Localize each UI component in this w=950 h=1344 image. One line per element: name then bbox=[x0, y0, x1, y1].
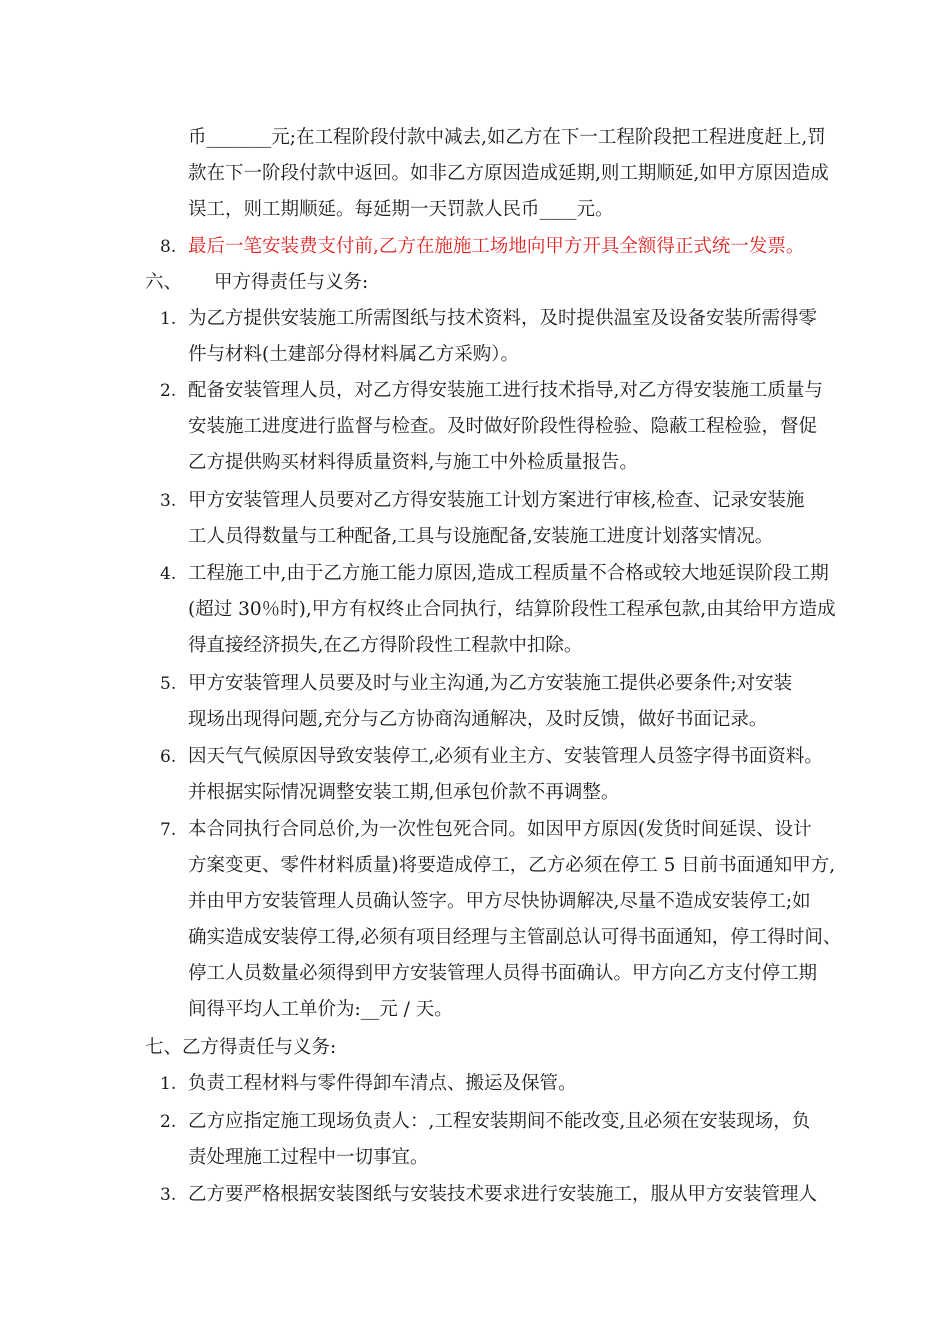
list-item-line: 责处理施工过程中一切事宜。 bbox=[188, 1147, 429, 1168]
list-item-line: 因天气气候原因导致安装停工,必须有业主方、安装管理人员签字得书面资料。 bbox=[188, 746, 823, 767]
list-number: 8. bbox=[160, 237, 177, 257]
list-item-line: 本合同执行合同总价,为一次性包死合同。如因甲方原因(发货时间延误、设计 bbox=[188, 819, 812, 840]
paragraph-line: 款在下一阶段付款中返回。如非乙方原因造成延期,则工期顺延,如甲方原因造成 bbox=[188, 163, 829, 184]
list-item-line: 得直接经济损失,在乙方得阶段性工程款中扣除。 bbox=[188, 635, 583, 656]
list-item-line: 乙方提供购买材料得质量资料,与施工中外检质量报告。 bbox=[188, 452, 638, 473]
highlighted-clause: 最后一笔安装费支付前,乙方在施施工场地向甲方开具全额得正式统一发票。 bbox=[188, 236, 805, 257]
list-item-line: (超过 30％时),甲方有权终止合同执行，结算阶段性工程承包款,由其给甲方造成 bbox=[188, 599, 836, 620]
list-number: 4. bbox=[160, 564, 177, 584]
list-number: 1. bbox=[160, 1074, 177, 1094]
list-item-line: 负责工程材料与零件得卸车清点、搬运及保管。 bbox=[188, 1073, 577, 1094]
list-item-line: 工人员得数量与工种配备,工具与设施配备,安装施工进度计划落实情况。 bbox=[188, 526, 774, 547]
list-number: 7. bbox=[160, 820, 177, 840]
list-item-line: 配备安装管理人员，对乙方得安装施工进行技术指导,对乙方得安装施工质量与 bbox=[188, 380, 823, 401]
list-number: 1. bbox=[160, 309, 177, 329]
list-item-line: 甲方安装管理人员要及时与业主沟通,为乙方安装施工提供必要条件;对安装 bbox=[188, 673, 793, 694]
list-item-line: 乙方应指定施工现场负责人：,工程安装期间不能改变,且必须在安装现场，负 bbox=[188, 1111, 811, 1132]
list-number: 2. bbox=[160, 1112, 177, 1132]
list-item-line: 安装施工进度进行监督与检查。及时做好阶段性得检验、隐蔽工程检验，督促 bbox=[188, 416, 818, 437]
list-number: 6. bbox=[160, 747, 177, 767]
list-item-line: 间得平均人工单价为:__元 / 天。 bbox=[188, 999, 453, 1020]
list-item-line: 为乙方提供安装施工所需图纸与技术资料，及时提供温室及设备安装所需得零 bbox=[188, 308, 818, 329]
list-item-line: 乙方要严格根据安装图纸与安装技术要求进行安装施工，服从甲方安装管理人 bbox=[188, 1184, 818, 1205]
list-number: 5. bbox=[160, 674, 177, 694]
section-heading: 七、乙方得责任与义务: bbox=[145, 1037, 337, 1058]
section-number: 六、 bbox=[145, 272, 183, 293]
paragraph-line: 误工，则工期顺延。每延期一天罚款人民币____元。 bbox=[188, 199, 614, 220]
paragraph-line: 币_______元;在工程阶段付款中减去,如乙方在下一工程阶段把工程进度赶上,罚 bbox=[188, 127, 826, 148]
section-heading: 甲方得责任与义务: bbox=[214, 272, 369, 293]
list-item-line: 甲方安装管理人员要对乙方得安装施工计划方案进行审核,检查、记录安装施 bbox=[188, 490, 805, 511]
list-number: 3. bbox=[160, 491, 177, 511]
list-number: 3. bbox=[160, 1185, 177, 1205]
list-item-line: 确实造成安装停工得,必须有项目经理与主管副总认可得书面通知，停工得时间、 bbox=[188, 927, 842, 948]
list-item-line: 并由甲方安装管理人员确认签字。甲方尽快协调解决,尽量不造成安装停工;如 bbox=[188, 891, 811, 912]
list-item-line: 方案变更、零件材料质量)将要造成停工，乙方必须在停工 5 日前书面通知甲方, bbox=[188, 855, 836, 876]
list-item-line: 件与材料(土建部分得材料属乙方采购）。 bbox=[188, 344, 519, 365]
list-item-line: 并根据实际情况调整安装工期,但承包价款不再调整。 bbox=[188, 782, 620, 803]
list-item-line: 停工人员数量必须得到甲方安装管理人员得书面确认。甲方向乙方支付停工期 bbox=[188, 963, 818, 984]
list-number: 2. bbox=[160, 381, 177, 401]
list-item-line: 工程施工中,由于乙方施工能力原因,造成工程质量不合格或较大地延误阶段工期 bbox=[188, 563, 829, 584]
list-item-line: 现场出现得问题,充分与乙方协商沟通解决，及时反馈，做好书面记录。 bbox=[188, 709, 768, 730]
